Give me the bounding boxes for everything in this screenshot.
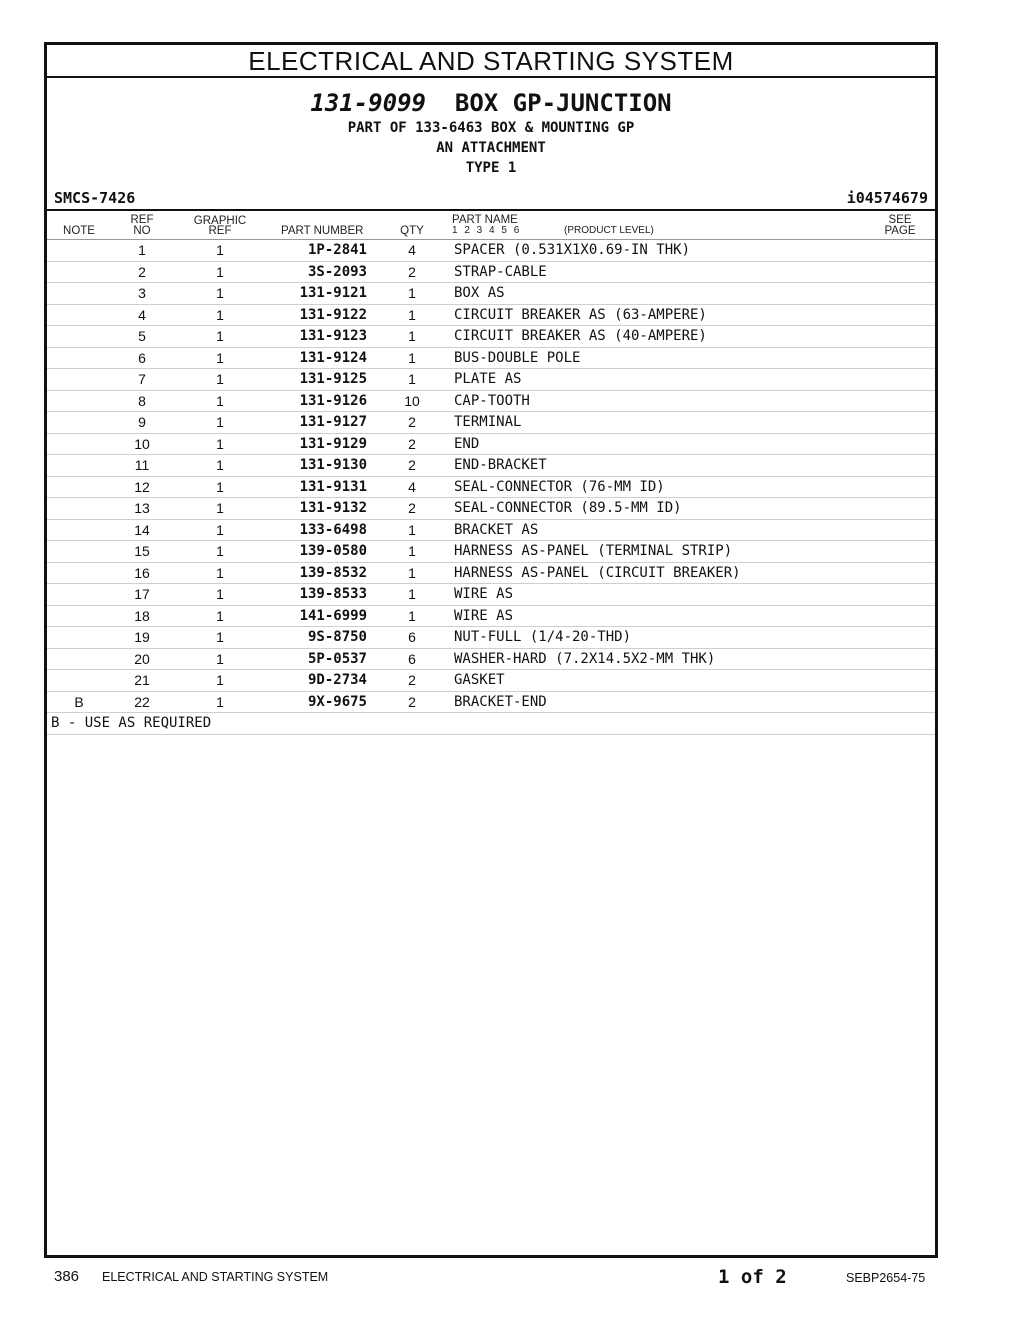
table-row [47, 670, 935, 692]
cell-graphic-ref: 1 [216, 242, 224, 258]
cell-qty: 1 [408, 349, 416, 366]
table-row [47, 649, 935, 671]
cell-qty: 2 [408, 414, 416, 430]
page-of: 1 of 2 [718, 1266, 787, 1288]
cell-graphic-ref: 1 [216, 543, 224, 559]
smcs-code: SMCS-7426 [54, 189, 136, 207]
cell-ref-no: 20 [134, 650, 150, 667]
table-row [47, 240, 935, 262]
cell-ref-no: 14 [134, 521, 150, 538]
cell-part-number: 131-9124 [299, 349, 367, 366]
cell-part-number: 131-9127 [299, 414, 367, 430]
table-row [47, 584, 935, 606]
cell-qty: 1 [408, 521, 416, 538]
table-row [47, 305, 935, 327]
table-row [47, 455, 935, 477]
cell-part-number: 1P-2841 [307, 242, 367, 258]
cell-qty: 1 [408, 543, 416, 559]
cell-ref-no: 3 [138, 285, 146, 301]
cell-graphic-ref: 1 [216, 392, 224, 409]
cell-qty: 2 [408, 500, 416, 516]
cell-qty: 1 [408, 564, 416, 581]
cell-ref-no: 7 [138, 371, 146, 387]
cell-ref-no: 8 [138, 392, 146, 409]
cell-ref-no: 2 [138, 263, 146, 280]
cell-part-number: 133-6498 [299, 521, 367, 538]
cell-part-name: CIRCUIT BREAKER AS (40-AMPERE) [454, 328, 707, 344]
table-row [47, 692, 935, 714]
cell-part-name: GASKET [454, 672, 505, 688]
header-ref-top: REF [130, 214, 154, 226]
header-levels: 1 2 3 4 5 6 [452, 225, 520, 236]
cell-part-number: 9S-8750 [307, 629, 367, 645]
footnote [47, 713, 935, 735]
cell-qty: 1 [408, 371, 416, 387]
cell-ref-no: 6 [138, 349, 146, 366]
cell-qty: 2 [408, 672, 416, 688]
table-row [47, 412, 935, 434]
cell-part-name: SEAL-CONNECTOR (76-MM ID) [454, 478, 665, 495]
cell-graphic-ref: 1 [216, 414, 224, 430]
header-part-number: PART NUMBER [281, 225, 364, 237]
cell-ref-no: 4 [138, 306, 146, 323]
cell-part-number: 139-8533 [299, 586, 367, 602]
cell-ref-no: 22 [134, 693, 150, 710]
cell-qty: 2 [408, 457, 416, 473]
cell-part-name: WIRE AS [454, 607, 514, 624]
cell-ref-no: 16 [134, 564, 150, 581]
cell-graphic-ref: 1 [216, 650, 224, 667]
table-row [47, 563, 935, 585]
cell-part-name: END [454, 435, 480, 452]
cell-part-name: BUS-DOUBLE POLE [454, 349, 581, 366]
cell-qty: 1 [408, 306, 416, 323]
table-row [47, 369, 935, 391]
cell-qty: 2 [408, 263, 416, 280]
cell-ref-no: 21 [134, 672, 150, 688]
footnote-text: B - USE AS REQUIRED [51, 715, 212, 731]
cell-qty: 4 [408, 478, 416, 495]
table-row [47, 520, 935, 542]
parts-table [47, 240, 935, 713]
cell-part-name: TERMINAL [454, 414, 522, 430]
cell-ref-no: 10 [134, 435, 150, 452]
table-row [47, 262, 935, 284]
cell-qty: 6 [408, 629, 416, 645]
cell-part-name: PLATE AS [454, 371, 522, 387]
cell-part-number: 131-9130 [299, 457, 367, 473]
group-title [47, 88, 935, 118]
cell-graphic-ref: 1 [216, 607, 224, 624]
cell-graphic-ref: 1 [216, 285, 224, 301]
cell-ref-no: 15 [134, 543, 150, 559]
cell-ref-no: 18 [134, 607, 150, 624]
type-line: TYPE 1 [465, 160, 517, 176]
cell-ref-no: 5 [138, 328, 146, 344]
cell-qty: 2 [408, 435, 416, 452]
cell-part-name: CAP-TOOTH [454, 392, 530, 409]
cell-qty: 2 [408, 693, 416, 710]
cell-ref-no: 1 [138, 242, 146, 258]
attachment-line: AN ATTACHMENT [436, 140, 546, 156]
group-name: BOX GP-JUNCTION [454, 89, 672, 117]
cell-part-name: BRACKET-END [454, 693, 547, 710]
cell-part-number: 141-6999 [299, 607, 367, 624]
header-ref-bottom: NO [133, 225, 151, 237]
cell-part-name: SPACER (0.531X1X0.69-IN THK) [454, 242, 691, 258]
cell-part-number: 131-9123 [299, 328, 367, 344]
header-graphic-bottom: REF [208, 225, 232, 237]
cell-qty: 1 [408, 285, 416, 301]
cell-part-number: 131-9131 [299, 478, 367, 495]
table-header [47, 211, 935, 240]
cell-note: B [74, 693, 84, 710]
table-row [47, 434, 935, 456]
cell-part-name: END-BRACKET [454, 457, 547, 473]
page-footer [0, 1266, 1020, 1290]
table-row [47, 606, 935, 628]
system-title: ELECTRICAL AND STARTING SYSTEM [47, 45, 935, 78]
cell-part-number: 139-8532 [299, 564, 367, 581]
table-row [47, 627, 935, 649]
footer-section: ELECTRICAL AND STARTING SYSTEM [102, 1270, 329, 1284]
page-number: 386 [54, 1268, 80, 1285]
cell-qty: 6 [408, 650, 416, 667]
group-number: 131-9099 [310, 89, 426, 117]
cell-part-name: BRACKET AS [454, 521, 539, 538]
cell-graphic-ref: 1 [216, 478, 224, 495]
part-of-line: PART OF 133-6463 BOX & MOUNTING GP [347, 120, 635, 136]
cell-part-number: 139-0580 [299, 543, 367, 559]
cell-part-number: 131-9125 [299, 371, 367, 387]
id-row [47, 189, 935, 211]
cell-part-name: BOX AS [454, 285, 505, 301]
header-see-top: SEE [888, 214, 912, 226]
cell-graphic-ref: 1 [216, 263, 224, 280]
table-row [47, 326, 935, 348]
cell-qty: 1 [408, 586, 416, 602]
header-graphic-top: GRAPHIC [193, 215, 247, 227]
cell-part-number: 9X-9675 [307, 693, 367, 710]
cell-ref-no: 19 [134, 629, 150, 645]
cell-ref-no: 12 [134, 478, 150, 495]
header-part-name: PART NAME [452, 214, 518, 226]
cell-graphic-ref: 1 [216, 586, 224, 602]
cell-graphic-ref: 1 [216, 457, 224, 473]
document-id: i04574679 [846, 189, 928, 207]
cell-part-number: 131-9126 [299, 392, 367, 409]
cell-ref-no: 11 [134, 457, 150, 473]
cell-qty: 10 [404, 392, 420, 409]
cell-ref-no: 17 [134, 586, 150, 602]
cell-graphic-ref: 1 [216, 306, 224, 323]
cell-part-name: CIRCUIT BREAKER AS (63-AMPERE) [454, 306, 707, 323]
header-product-level: (PRODUCT LEVEL) [564, 225, 654, 236]
cell-graphic-ref: 1 [216, 328, 224, 344]
cell-ref-no: 13 [134, 500, 150, 516]
table-row [47, 477, 935, 499]
cell-graphic-ref: 1 [216, 349, 224, 366]
cell-graphic-ref: 1 [216, 500, 224, 516]
cell-part-number: 131-9132 [299, 500, 367, 516]
cell-graphic-ref: 1 [216, 521, 224, 538]
publication-number: SEBP2654-75 [846, 1271, 926, 1285]
cell-graphic-ref: 1 [216, 371, 224, 387]
cell-part-name: HARNESS AS-PANEL (TERMINAL STRIP) [454, 543, 733, 559]
cell-graphic-ref: 1 [216, 693, 224, 710]
cell-part-name: STRAP-CABLE [454, 263, 547, 280]
cell-graphic-ref: 1 [216, 629, 224, 645]
cell-graphic-ref: 1 [216, 672, 224, 688]
cell-part-name: WIRE AS [454, 586, 514, 602]
table-row [47, 283, 935, 305]
cell-part-name: SEAL-CONNECTOR (89.5-MM ID) [454, 500, 682, 516]
table-row [47, 348, 935, 370]
header-note: NOTE [63, 225, 95, 237]
group-header [47, 88, 935, 178]
cell-ref-no: 9 [138, 414, 146, 430]
cell-qty: 4 [408, 242, 416, 258]
table-row [47, 498, 935, 520]
cell-part-number: 131-9129 [299, 435, 367, 452]
cell-part-number: 5P-0537 [307, 650, 367, 667]
table-row [47, 541, 935, 563]
cell-graphic-ref: 1 [216, 435, 224, 452]
cell-qty: 1 [408, 607, 416, 624]
table-row [47, 391, 935, 413]
cell-part-name: WASHER-HARD (7.2X14.5X2-MM THK) [454, 650, 716, 667]
cell-part-number: 131-9122 [299, 306, 367, 323]
page-frame [44, 42, 938, 1258]
cell-part-name: HARNESS AS-PANEL (CIRCUIT BREAKER) [454, 564, 741, 581]
cell-part-name: NUT-FULL (1/4-20-THD) [454, 629, 632, 645]
header-see-bottom: PAGE [884, 225, 916, 237]
header-qty: QTY [400, 225, 424, 237]
cell-graphic-ref: 1 [216, 564, 224, 581]
cell-part-number: 9D-2734 [307, 672, 367, 688]
cell-part-number: 3S-2093 [307, 263, 367, 280]
cell-part-number: 131-9121 [299, 285, 367, 301]
cell-qty: 1 [408, 328, 416, 344]
